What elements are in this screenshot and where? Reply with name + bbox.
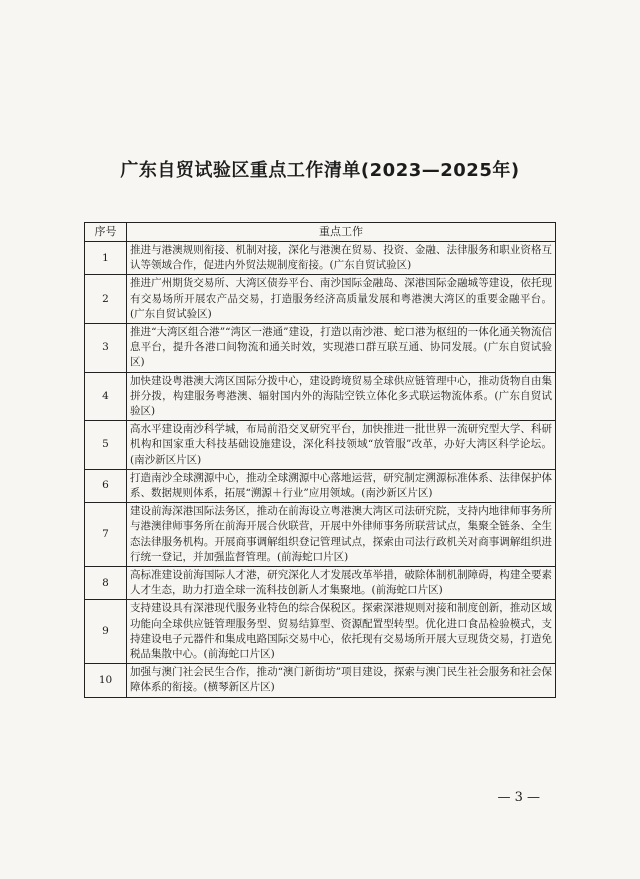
- row-content: 高水平建设南沙科学城，布局前沿交叉研究平台，加快推进一批世界一流研究型大学、科研机构和国家重大科技基础设施建设，深化科技领域“放管服”改革，办好大湾区科学论坛。(南沙新区片区): [127, 421, 556, 470]
- row-content: 推进“大湾区组合港”“湾区一港通”建设，打造以南沙港、蛇口港为枢纽的一体化通关物流信息平台，提升各港口间物流和通关时效，实现港口群互联互通、协同发展。(广东自贸试验区): [127, 324, 556, 373]
- column-header-number: 序号: [85, 223, 127, 242]
- row-content: 加强与澳门社会民生合作，推动“澳门新街坊”项目建设，探索与澳门民生社会服务和社会保障体系的衔接。(横琴新区片区): [127, 664, 556, 697]
- key-work-table: [84, 222, 556, 698]
- table-row: [85, 567, 556, 600]
- table-row: [85, 503, 556, 567]
- table-row: [85, 242, 556, 275]
- table-row: [85, 600, 556, 664]
- row-content: 建设前海深港国际法务区，推动在前海设立粤港澳大湾区司法研究院，支持内地律师事务所与港澳律师事务所在前海开展合伙联营，开展中外律师事务所联营试点，集聚全链条、全生态法律服务机构。开展商事调解组织登记管理试点，探索由司法行政机关对商事调解组织进行统一登记，并加强监督管理。(前海蛇口片区): [127, 503, 556, 567]
- row-content: 打造南沙全球溯源中心，推动全球溯源中心落地运营，研究制定溯源标准体系、法律保护体系、数据规则体系，拓展“溯源＋行业”应用领域。(南沙新区片区): [127, 469, 556, 502]
- row-number: 6: [85, 469, 127, 502]
- row-number: 10: [85, 664, 127, 697]
- table-row: [85, 372, 556, 421]
- table-row: [85, 324, 556, 373]
- row-content: 高标准建设前海国际人才港，研究深化人才发展改革举措，破除体制机制障碍，构建全要素人才生态，助力打造全球一流科技创新人才集聚地。(前海蛇口片区): [127, 567, 556, 600]
- column-header-key-work: 重点工作: [127, 223, 556, 242]
- row-number: 9: [85, 600, 127, 664]
- row-number: 7: [85, 503, 127, 567]
- table-row: [85, 469, 556, 502]
- row-content: 支持建设具有深港现代服务业特色的综合保税区。探索深港规则对接和制度创新，推动区域功能向全球供应链管理服务型、贸易结算型、资源配置型转型。优化进口食品检验模式，支持建设电子元器件和集成电路国际交易中心，依托现有交易场所开展大豆现货交易，打造免税品集散中心。(前海蛇口片区): [127, 600, 556, 664]
- row-content: 加快建设粤港澳大湾区国际分拨中心，建设跨境贸易全球供应链管理中心，推动货物自由集拼分拨，构建服务粤港澳、辐射国内外的海陆空铁立体化多式联运物流体系。(广东自贸试验区): [127, 372, 556, 421]
- row-number: 4: [85, 372, 127, 421]
- table-header-row: [85, 223, 556, 242]
- table-row: [85, 664, 556, 697]
- row-number: 1: [85, 242, 127, 275]
- table-row: [85, 275, 556, 324]
- row-number: 8: [85, 567, 127, 600]
- page-number: — 3 —: [497, 790, 540, 805]
- row-number: 3: [85, 324, 127, 373]
- row-number: 2: [85, 275, 127, 324]
- document-title: 广东自贸试验区重点工作清单(2023—2025年): [120, 160, 520, 181]
- row-content: 推进广州期货交易所、大湾区债券平台、南沙国际金融岛、深港国际金融城等建设，依托现有交易场所开展农产品交易，打造服务经济高质量发展和粤港澳大湾区的重要金融平台。(广东自贸试验区): [127, 275, 556, 324]
- row-number: 5: [85, 421, 127, 470]
- row-content: 推进与港澳规则衔接、机制对接，深化与港澳在贸易、投资、金融、法律服务和职业资格互认等领域合作，促进内外贸法规制度衔接。(广东自贸试验区): [127, 242, 556, 275]
- table-row: [85, 421, 556, 470]
